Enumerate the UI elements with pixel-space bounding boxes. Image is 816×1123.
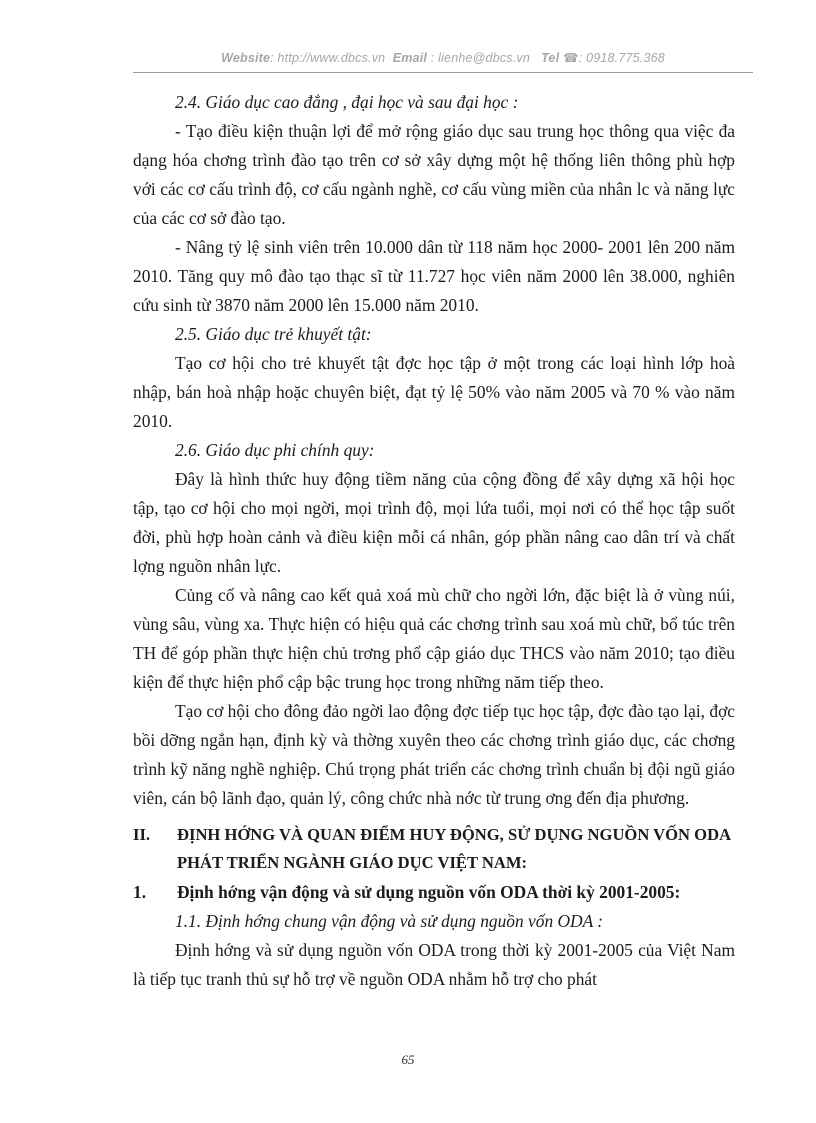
subsection-1-number: 1.	[133, 882, 147, 902]
tel-label: Tel	[541, 51, 560, 65]
page-header	[133, 50, 753, 73]
heading-1-1: 1.1. Định hớng chung vận động và sử dụng nguồn vốn ODA :	[175, 911, 604, 931]
section-II-title: ĐỊNH HỚNG VÀ QUAN ĐIỂM HUY ĐỘNG, SỬ DỤNG NGUỒN VỐN ODA PHÁT TRIỂN NGÀNH GIÁO DỤC VIỆT NAM:	[177, 825, 731, 872]
email-label: Email	[392, 51, 428, 65]
paragraph-6: Tạo cơ hội cho đông đảo ngời lao động đợc tiếp tục học tập, đợc đào tạo lại, đợc bồi dỡng ngắn hạn, định kỳ và thờng xuyên theo các chơng trình giáo dục, các chơng trình kỹ năng nghề nghiệp. Chú trọng phát triển các chơng trình chuẩn bị đội ngũ giáo viên, cán bộ lãnh đạo, quản lý, công chức nhà nớc từ trung ơng đến địa phương.	[133, 701, 735, 808]
paragraph-3: Tạo cơ hội cho trẻ khuyết tật đợc học tập ở một trong các loại hình lớp hoà nhập, bán hoà nhập hoặc chuyên biệt, đạt tỷ lệ 50% vào năm 2005 và 70 % vào năm 2010.	[133, 353, 735, 431]
heading-2-5: 2.5. Giáo dục trẻ khuyết tật:	[175, 324, 372, 344]
tel-value: ☎: 0918.775.368	[562, 51, 665, 65]
paragraph-2: - Nâng tỷ lệ sinh viên trên 10.000 dân từ 118 năm học 2000- 2001 lên 200 năm 2010. Tăng quy mô đào tạo thạc sĩ từ 11.727 học viên năm 2000 lên 38.000, nghiên cứu sinh từ 3870 năm 2000 lên 15.000 năm 2010.	[133, 237, 735, 315]
document-body	[133, 88, 735, 994]
heading-2-6: 2.6. Giáo dục phi chính quy:	[175, 440, 375, 460]
section-II-number: II.	[133, 825, 151, 844]
email-value: : lienhe@dbcs.vn	[430, 51, 531, 65]
subsection-1-heading	[133, 877, 735, 907]
subsection-1-title: Định hớng vận động và sử dụng nguồn vốn ODA thời kỳ 2001-2005:	[177, 882, 681, 902]
heading-2-4: 2.4. Giáo dục cao đẳng , đại học và sau đại học :	[175, 92, 519, 112]
section-II-heading	[133, 821, 735, 877]
website-value: : http://www.dbcs.vn	[270, 51, 386, 65]
paragraph-1: - Tạo điều kiện thuận lợi để mở rộng giáo dục sau trung học thông qua việc đa dạng hóa chơng trình đào tạo trên cơ sở xây dựng một hệ thống liên thông phù hợp với các cơ cấu trình độ, cơ cấu ngành nghề, cơ cấu vùng miền của nhân lc và năng lực của các cơ sở đào tạo.	[133, 121, 735, 228]
page-number: 65	[401, 1052, 415, 1067]
paragraph-7: Định hớng và sử dụng nguồn vốn ODA trong thời kỳ 2001-2005 của Việt Nam là tiếp tục tranh thủ sự hỗ trợ về nguồn ODA nhằm hỗ trợ cho phát	[133, 940, 735, 989]
paragraph-5: Củng cố và nâng cao kết quả xoá mù chữ cho ngời lớn, đặc biệt là ở vùng núi, vùng sâu, vùng xa. Thực hiện có hiệu quả các chơng trình sau xoá mù chữ, bổ túc trên TH để góp phần thực hiện chủ trơng phổ cập giáo dục THCS vào năm 2010; tạo điều kiện để thực hiện phổ cập bậc trung học trong những năm tiếp theo.	[133, 585, 735, 692]
paragraph-4: Đây là hình thức huy động tiềm năng của cộng đồng để xây dựng xã hội học tập, tạo cơ hội cho mọi ngời, mọi trình độ, mọi lứa tuổi, mọi nơi có thể học tập suốt đời, phù hợp hoàn cảnh và điều kiện mỗi cá nhân, góp phần nâng cao dân trí và chất lợng nguồn nhân lực.	[133, 469, 735, 576]
website-label: Website	[221, 51, 271, 65]
